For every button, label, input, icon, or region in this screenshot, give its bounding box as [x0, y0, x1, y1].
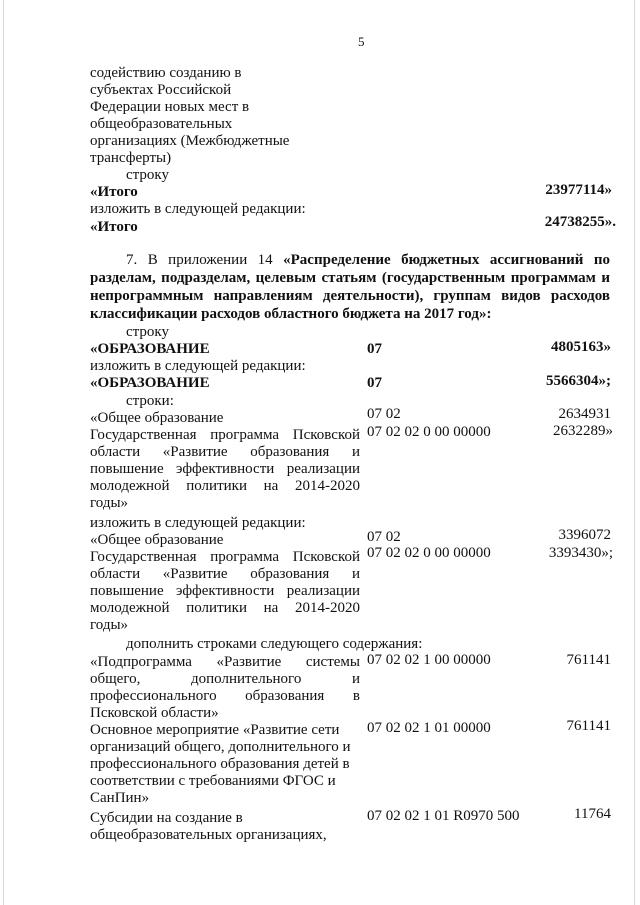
sub-line: Субсидии на создание в	[90, 810, 243, 826]
om-value: 761141	[566, 718, 611, 734]
text-line: Федерации новых мест в	[90, 99, 250, 115]
stroku-label: строку	[126, 167, 169, 183]
pp-line: профессионального образования в	[90, 688, 360, 704]
oo-label: «Общее образование	[90, 410, 224, 426]
gp-line: области «Развитие образования и	[90, 566, 360, 582]
text-line: содействию созданию в	[90, 65, 242, 81]
section7-prefix: 7. В приложении 14	[126, 252, 284, 268]
stroki-label: строки:	[126, 393, 174, 409]
text-line: субъектах Российской	[90, 82, 232, 98]
itogo-label: «Итого	[90, 219, 138, 235]
om-code: 07 02 02 1 01 00000	[367, 720, 491, 736]
sub-code: 07 02 02 1 01 R0970 500	[367, 808, 520, 824]
sub-value: 11764	[574, 806, 611, 822]
oo-code: 07 02	[367, 406, 401, 422]
om-line: соответствии с требованиями ФГОС и	[90, 773, 336, 789]
om-line: Основное мероприятие «Развитие сети	[90, 722, 340, 738]
section7-title-start: «Распределение бюджетных ассигнований по	[283, 252, 610, 268]
gp-line: области «Развитие образования и	[90, 444, 360, 460]
gp-value: 3393430»;	[548, 545, 613, 561]
section7-line2: разделам, подразделам, целевым статьям (государственным программам и	[90, 270, 610, 286]
gp-value: 2632289»	[553, 423, 613, 439]
gp-line: молодежной политики на 2014-2020	[90, 600, 360, 616]
gp-line: годы»	[90, 495, 129, 511]
section7-line4: классификации расходов областного бюджета на 2017 год»:	[90, 306, 492, 322]
dopolnit-label: дополнить строками следующего содержания:	[126, 636, 423, 652]
izlozhit-label: изложить в следующей редакции:	[90, 201, 306, 217]
oo-code: 07 02	[367, 529, 401, 545]
scan-right-edge	[634, 0, 635, 905]
gp-line: повышение эффективности реализации	[90, 461, 360, 477]
gp-line: Государственная программа Псковской	[90, 427, 360, 443]
obr-value: 5566304»;	[546, 373, 611, 389]
pp-line: общего, дополнительного и	[90, 671, 360, 687]
pp-value: 761141	[566, 652, 611, 668]
gp-line: Государственная программа Псковской	[90, 549, 360, 565]
obr-value: 4805163»	[551, 339, 611, 355]
pp-code: 07 02 02 1 00 00000	[367, 652, 491, 668]
text-line: общеобразовательных	[90, 116, 233, 132]
oo-value: 2634931	[558, 406, 611, 422]
obr-label: «ОБРАЗОВАНИЕ	[90, 341, 210, 357]
gp-line: молодежной политики на 2014-2020	[90, 478, 360, 494]
gp-line: годы»	[90, 617, 129, 633]
page-number: 5	[358, 34, 365, 49]
oo-value: 3396072	[558, 527, 611, 543]
izlozhit-label: изложить в следующей редакции:	[90, 358, 306, 374]
om-line: СанПин»	[90, 790, 150, 806]
itogo-value: 23977114»	[545, 182, 612, 198]
gp-code: 07 02 02 0 00 00000	[367, 424, 491, 440]
gp-line: повышение эффективности реализации	[90, 583, 360, 599]
om-line: профессионального образования детей в	[90, 756, 350, 772]
oo-label: «Общее образование	[90, 532, 224, 548]
pp-line: Псковской области»	[90, 705, 219, 721]
pp-line: «Подпрограмма «Развитие системы	[90, 654, 360, 670]
section7-line3: непрограммным направлениям деятельности), группам видов расходов	[90, 288, 610, 304]
stroku-label: строку	[126, 324, 169, 340]
obr-label: «ОБРАЗОВАНИЕ	[90, 375, 210, 391]
obr-code: 07	[367, 375, 382, 391]
itogo-label: «Итого	[90, 184, 138, 200]
itogo-value: 24738255».	[544, 214, 616, 230]
section7-line1	[126, 252, 610, 269]
text-line: трансферты)	[90, 150, 172, 166]
om-line: организаций общего, дополнительного и	[90, 739, 351, 755]
sub-line: общеобразовательных организациях,	[90, 827, 327, 843]
izlozhit-label: изложить в следующей редакции:	[90, 515, 306, 531]
scan-left-edge	[3, 0, 4, 905]
gp-code: 07 02 02 0 00 00000	[367, 545, 491, 561]
text-line: организациях (Межбюджетные	[90, 133, 290, 149]
obr-code: 07	[367, 341, 382, 357]
